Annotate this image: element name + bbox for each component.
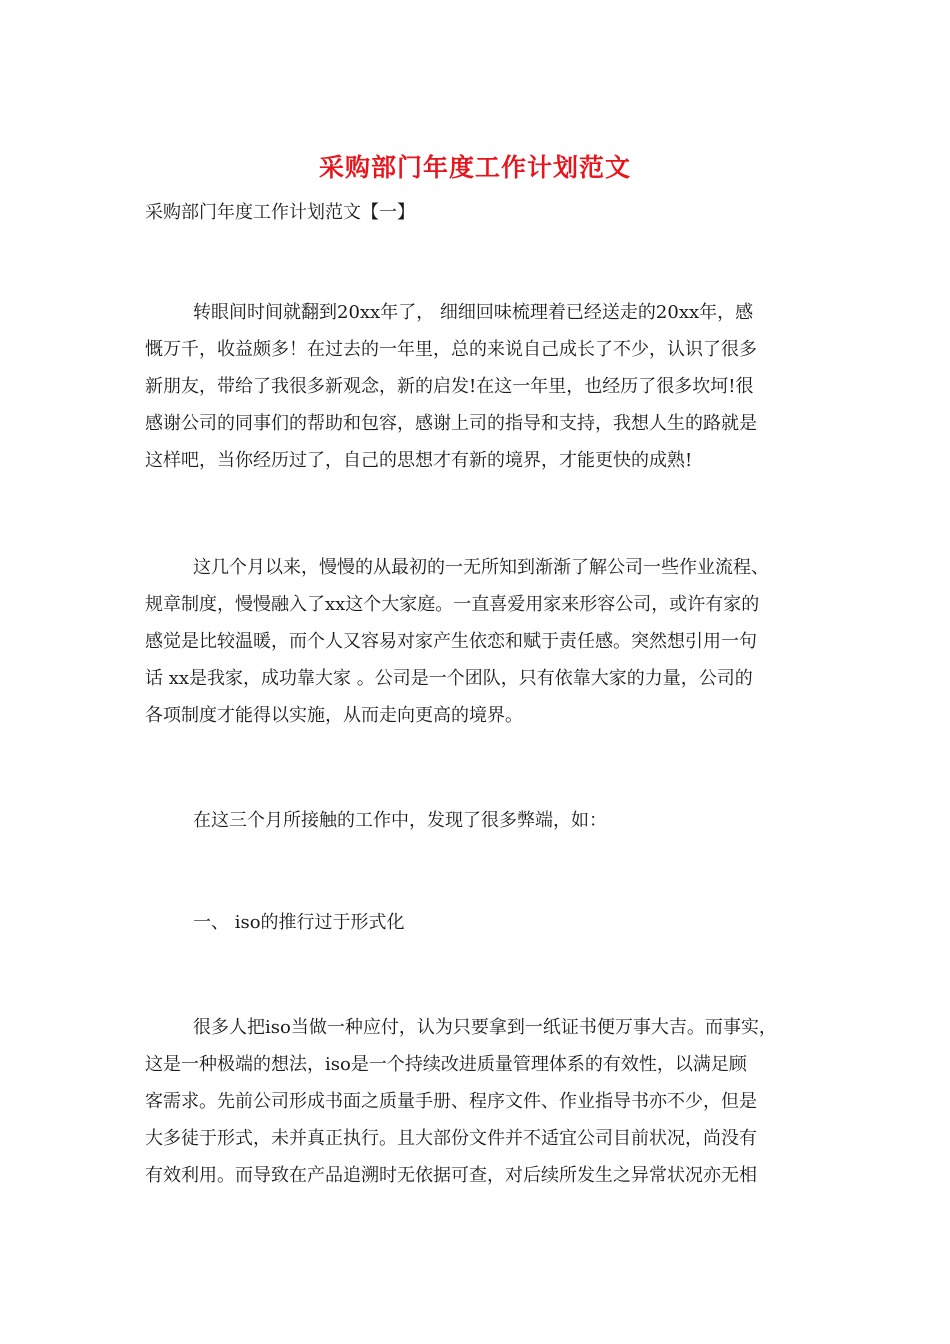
text-line: 这几个月以来，慢慢的从最初的一无所知到渐渐了解公司一些作业流程、: [193, 557, 769, 578]
text-line: 规章制度，慢慢融入了xx这个大家庭。一直喜爱用家来形容公司，或许有家的: [145, 594, 760, 615]
text-line: 大多徒于形式，未并真正执行。且大部份文件并不适宜公司目前状况，尚没有: [145, 1128, 757, 1149]
text-line: 在这三个月所接触的工作中，发现了很多弊端，如：: [193, 810, 607, 831]
text-line: 转眼间时间就翻到20xx年了， 细细回味梳理着已经送走的20xx年，感: [193, 302, 754, 323]
text-line: 很多人把iso当做一种应付，认为只要拿到一纸证书便万事大吉。而事实，: [193, 1017, 777, 1038]
document-subtitle: 采购部门年度工作计划范文【一】: [145, 202, 415, 223]
text-line: 这样吧，当你经历过了，自己的思想才有新的境界，才能更快的成熟!: [145, 450, 693, 471]
text-line: 感谢公司的同事们的帮助和包容，感谢上司的指导和支持，我想人生的路就是: [145, 413, 757, 434]
text-line: 慨万千，收益颇多！在过去的一年里，总的来说自己成长了不少，认识了很多: [145, 339, 757, 360]
text-line: 有效利用。而导致在产品追溯时无依据可查，对后续所发生之异常状况亦无相: [145, 1165, 757, 1186]
document-title: 采购部门年度工作计划范文: [318, 153, 631, 182]
text-line: 客需求。先前公司形成书面之质量手册、程序文件、作业指导书亦不少，但是: [145, 1091, 757, 1112]
text-line: 新朋友，带给了我很多新观念，新的启发!在这一年里，也经历了很多坎坷!很: [145, 376, 754, 397]
text-line: 各项制度才能得以实施，从而走向更高的境界。: [145, 705, 523, 726]
text-line: 话 xx是我家，成功靠大家 。公司是一个团队，只有依靠大家的力量，公司的: [145, 668, 753, 689]
text-line: 这是一种极端的想法，iso是一个持续改进质量管理体系的有效性，以满足顾: [145, 1054, 747, 1075]
text-line: 感觉是比较温暖，而个人又容易对家产生依恋和赋于责任感。突然想引用一句: [145, 631, 757, 652]
text-line: 一、 iso的推行过于形式化: [193, 912, 405, 933]
